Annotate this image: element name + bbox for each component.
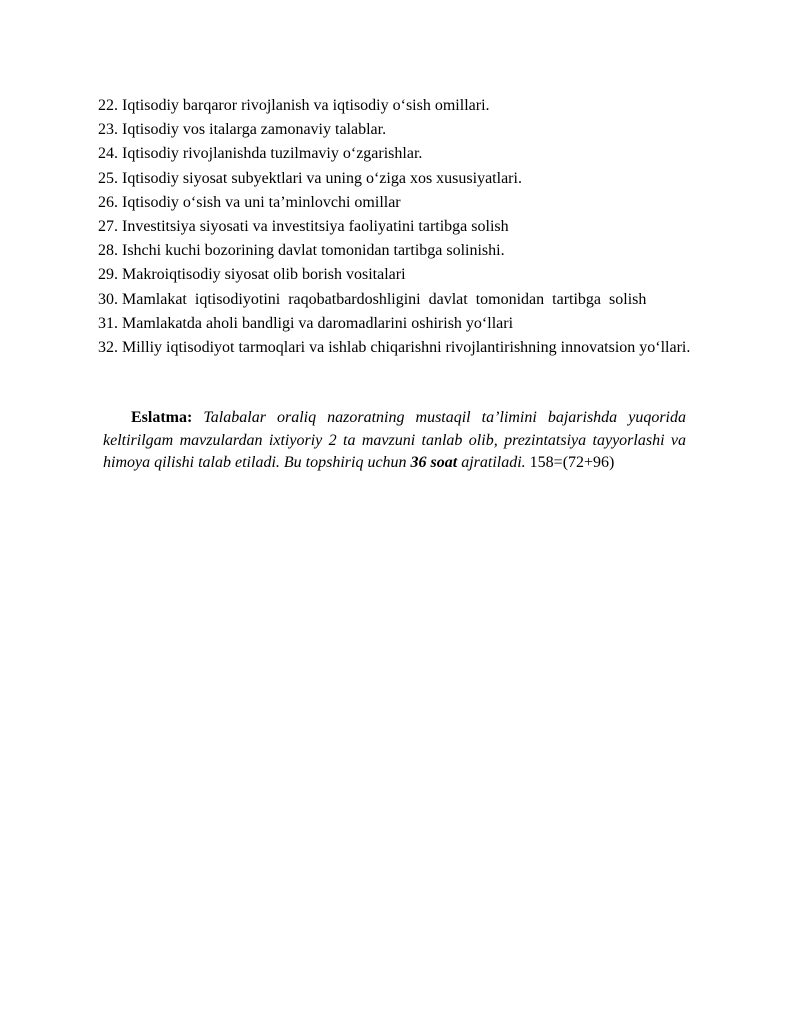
item-number: 29.: [98, 266, 118, 284]
list-item: [98, 263, 706, 287]
list-item: [98, 288, 706, 312]
list-item: [98, 94, 706, 118]
note-label: Eslatma:: [131, 409, 193, 426]
item-text: Milliy iqtisodiyot tarmoqlari va ishlab chiqarishni rivojlantirishning innovatsion yo‘llari.: [122, 339, 691, 357]
note-body-end: ajratiladi.: [457, 454, 526, 472]
item-text: Iqtisodiy siyosat subyektlari va uning o‘ziga xos xususiyatlari.: [122, 169, 522, 187]
list-item: [98, 142, 706, 166]
item-text: Iqtisodiy o‘sish va uni ta’minlovchi omillar: [122, 193, 401, 211]
list-item: [98, 336, 706, 360]
item-text: Iqtisodiy rivojlanishda tuzilmaviy o‘zgarishlar.: [122, 145, 423, 163]
list-item: [98, 167, 706, 191]
item-text: Makroiqtisodiy siyosat olib borish vositalari: [122, 266, 406, 284]
item-text: Mamlakat iqtisodiyotini raqobatbardoshligini davlat tomonidan tartibga solish: [122, 290, 647, 308]
topic-list: [98, 94, 706, 360]
item-number: 23.: [98, 121, 118, 139]
item-number: 32.: [98, 339, 118, 357]
list-item: [98, 239, 706, 263]
item-number: 22.: [98, 97, 118, 114]
note-hours: 36 soat: [410, 454, 458, 472]
item-text: Iqtisodiy barqaror rivojlanish va iqtisodiy o‘sish omillari.: [122, 97, 490, 114]
list-item: [98, 312, 706, 336]
item-number: 26.: [98, 193, 118, 211]
note-paragraph: [103, 407, 686, 475]
item-text: Iqtisodiy vos italarga zamonaviy talablar.: [122, 121, 387, 139]
list-item: [98, 118, 706, 142]
item-number: 30.: [98, 290, 118, 308]
list-item: [98, 191, 706, 215]
item-text: Investitsiya siyosati va investitsiya faoliyatini tartibga solish: [122, 218, 509, 236]
item-number: 31.: [98, 314, 118, 332]
list-item: [98, 215, 706, 239]
item-number: 28.: [98, 242, 118, 260]
item-text: Ishchi kuchi bozorining davlat tomonidan tartibga solinishi.: [122, 242, 505, 260]
note-formula: 158=(72+96): [525, 454, 615, 472]
item-number: 25.: [98, 169, 118, 187]
item-text: Mamlakatda aholi bandligi va daromadlarini oshirish yo‘llari: [122, 314, 514, 332]
note-body: Talabalar oraliq nazoratning mustaqil ta’limini bajarishda yuqorida keltirilgam mavzulardan ixtiyoriy 2 ta mavzuni tanlab olib, prezintatsiya tayyorlashi va himoya qilishi talab etiladi. Bu topshiriq uchun: [103, 409, 686, 472]
item-number: 27.: [98, 218, 118, 236]
item-number: 24.: [98, 145, 118, 163]
